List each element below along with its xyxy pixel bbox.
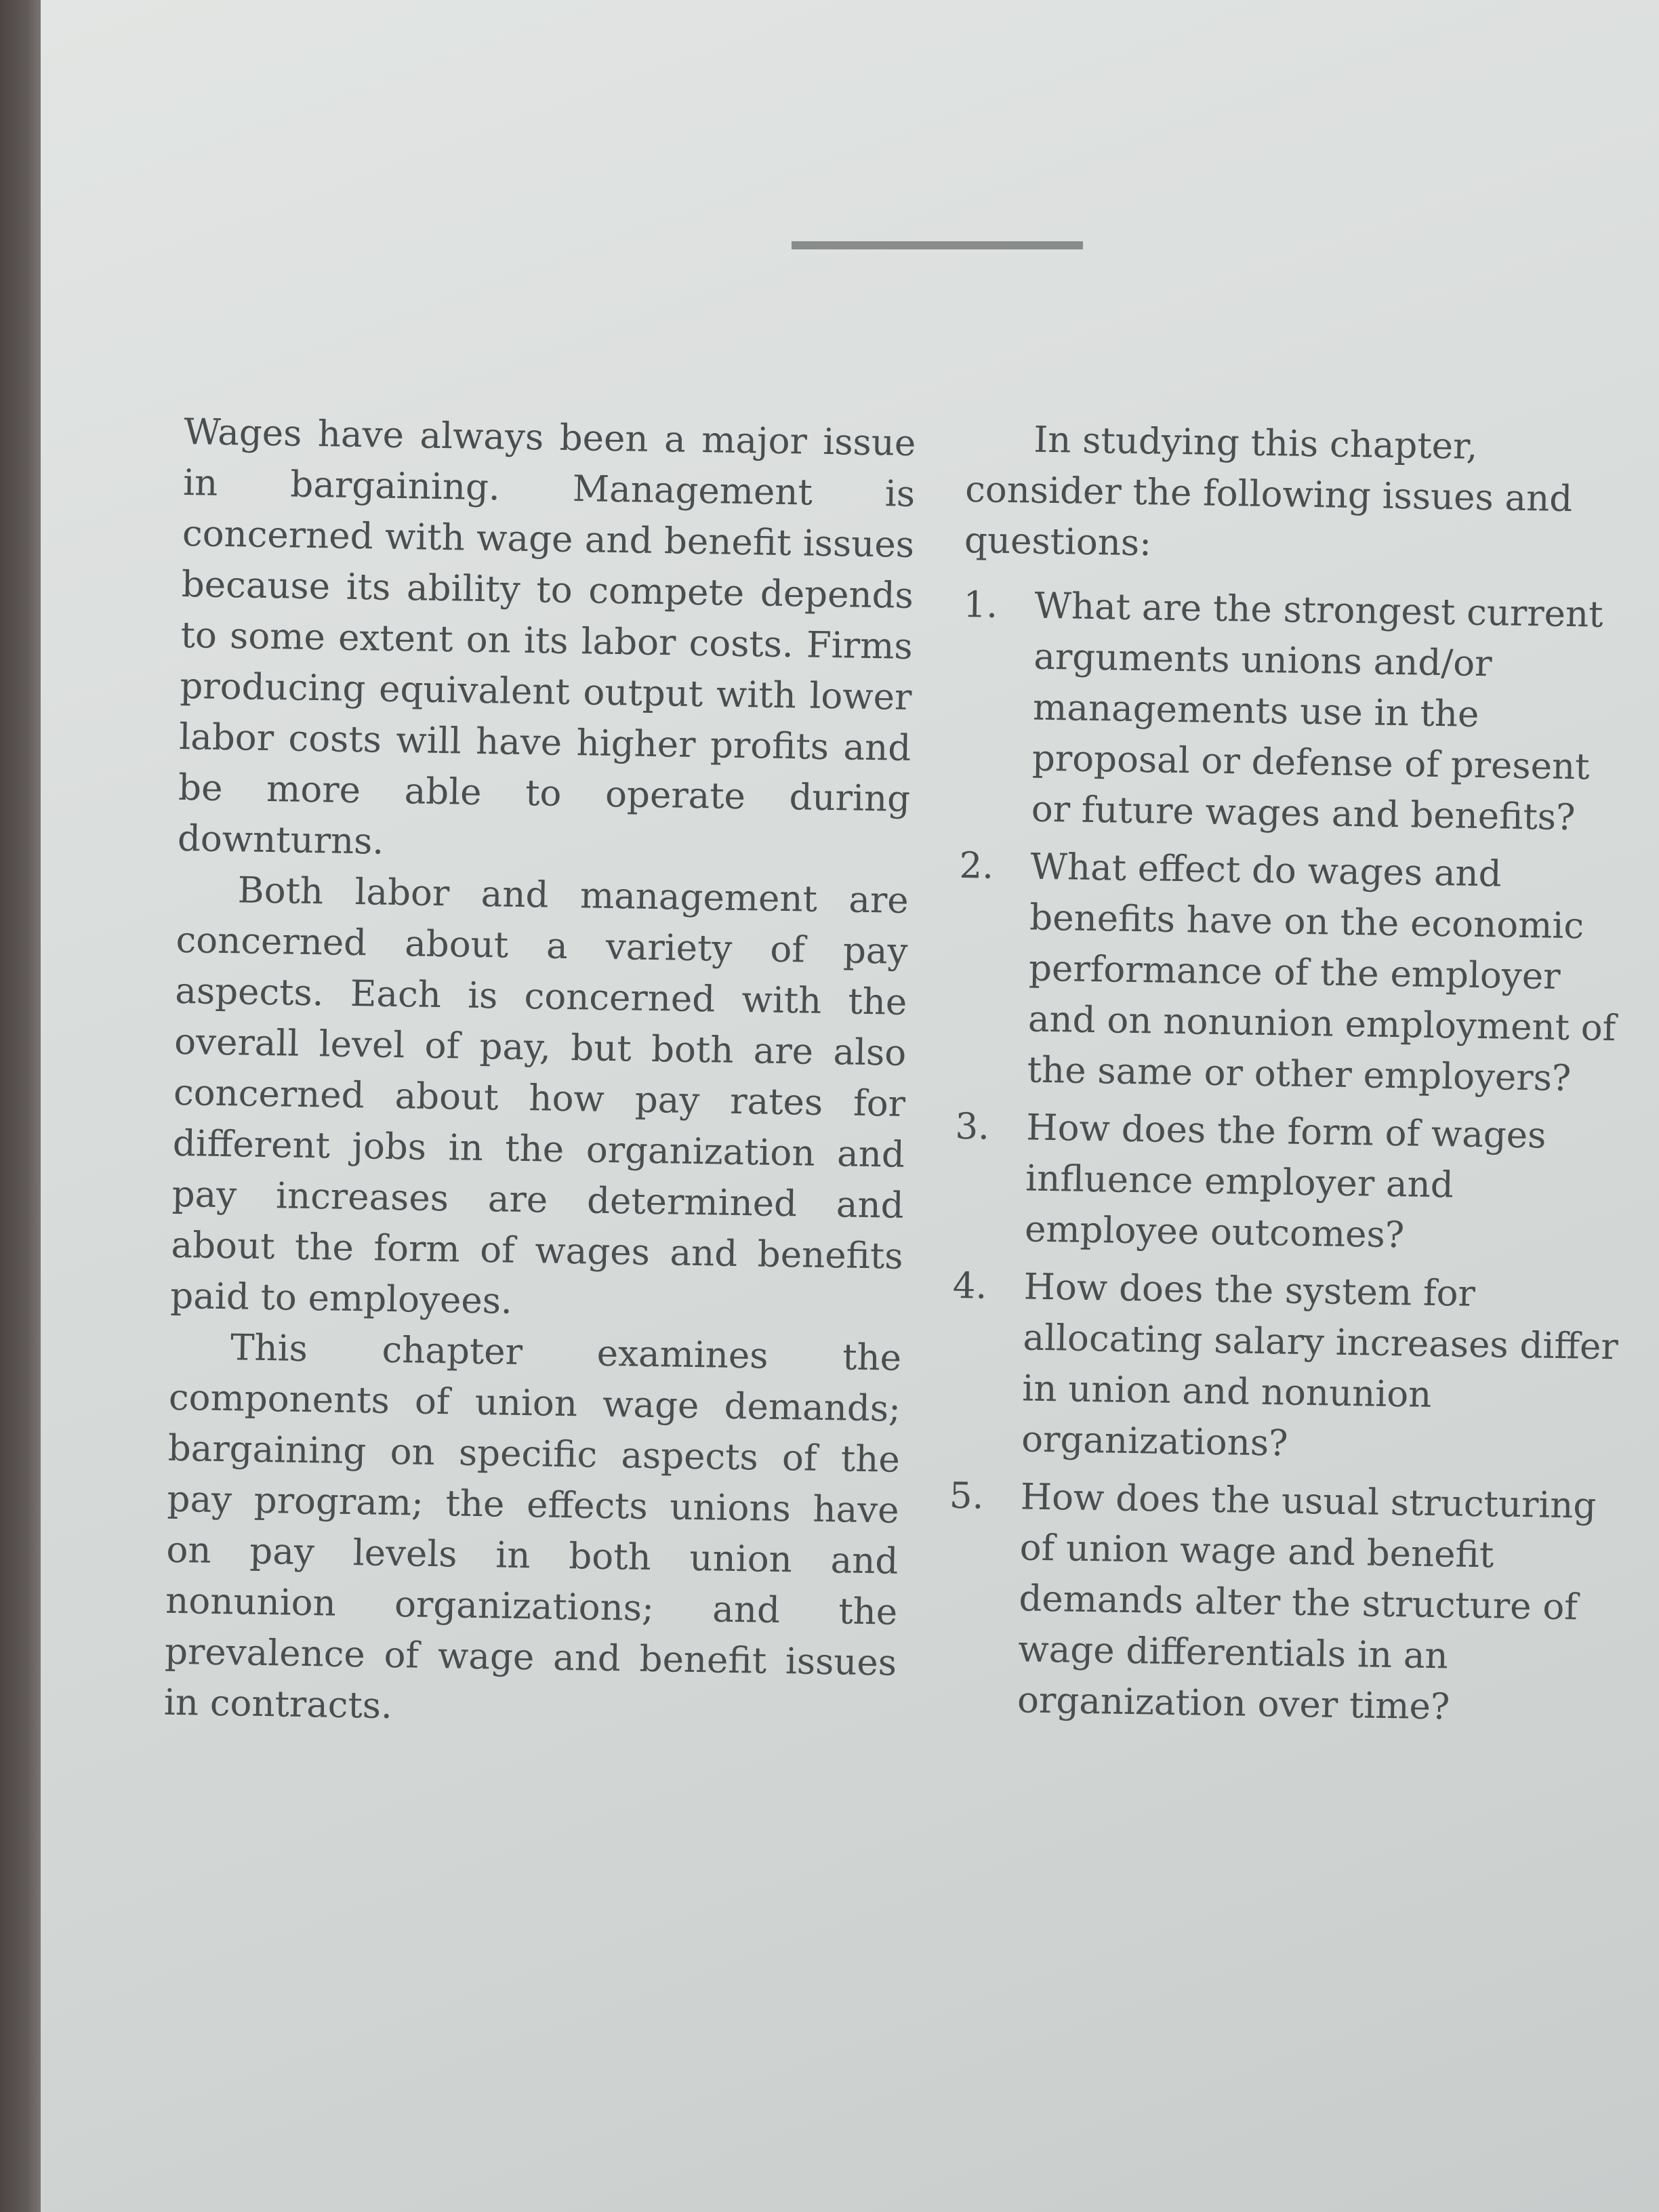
- question-item: [946, 1471, 1628, 1736]
- question-text: How does the usual structuring of union wage and benefit demands alter the structure of wage differentials in an organization over time?: [1017, 1476, 1597, 1728]
- question-item: [954, 1101, 1633, 1265]
- paragraph-3: This chapter examines the components of union wage demands; bargaining on specific aspects of the pay program; the effects unions have on pay levels in both union and nonunion organizations; and the prevalence of wage and benefit issues in contracts.: [163, 1327, 902, 1727]
- question-text: What effect do wages and benefits have on the economic performance of the employer and on nonunion employment of the same or other employers?: [1027, 846, 1616, 1100]
- paragraph-1: Wages have always been a major issue in bargaining. Management is concerned with wage and benefit issues because its ability to compete depends to some extent on its labor costs. Firms producing equivalent output with lower labor costs will have higher profits and be more able to operate during downturns.: [177, 411, 916, 863]
- question-number: 5.: [949, 1475, 984, 1517]
- question-item: [950, 1261, 1631, 1475]
- right-column: [945, 413, 1643, 1742]
- question-text: How does the form of wages influence employer and employee outcomes?: [1024, 1107, 1547, 1256]
- question-item: [956, 840, 1637, 1105]
- question-number: 4.: [952, 1265, 987, 1307]
- question-text: What are the strongest current arguments unions and/or managements use in the proposal or defense of present or future wages and benefits?: [1031, 585, 1603, 839]
- paragraph-2: Both labor and management are concerned about a variety of pay aspects. Each is concerned with the overall level of pay, but both are also concerned about how pay rates for different jobs in the organization and pay increases are determined and about the form of wages and benefits paid to employees.: [169, 869, 909, 1322]
- chapter-divider-rule: [792, 241, 1083, 249]
- questions-intro: In studying this chapter, consider the following issues and questions:: [964, 419, 1573, 565]
- question-number: 3.: [954, 1105, 990, 1148]
- question-number: 2.: [959, 844, 994, 887]
- left-column: [163, 407, 916, 1740]
- questions-list: [946, 579, 1641, 1735]
- question-item: [960, 579, 1641, 844]
- question-text: How does the system for allocating salary increases differ in union and nonunion organizations?: [1021, 1266, 1619, 1465]
- question-number: 1.: [963, 583, 998, 626]
